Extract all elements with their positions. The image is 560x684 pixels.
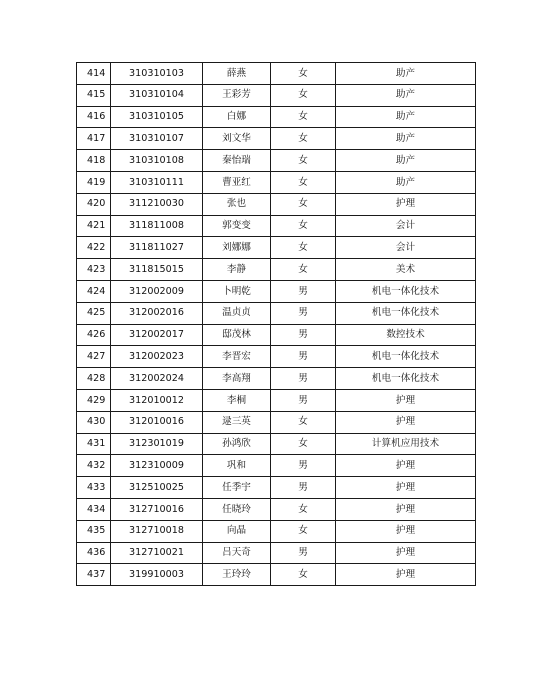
major-cell: 助产 <box>336 84 476 106</box>
major-cell: 护理 <box>336 498 476 520</box>
row-number-cell: 430 <box>77 411 111 433</box>
major-cell: 会计 <box>336 237 476 259</box>
student-id-cell: 319910003 <box>111 564 203 586</box>
student-name-cell: 向晶 <box>203 520 271 542</box>
student-name-cell: 吕天奇 <box>203 542 271 564</box>
table-row <box>77 433 476 455</box>
student-id-cell: 310310111 <box>111 171 203 193</box>
major-cell: 计算机应用技术 <box>336 433 476 455</box>
gender-cell: 男 <box>271 368 336 390</box>
table-row <box>77 63 476 85</box>
table-row <box>77 455 476 477</box>
row-number-cell: 427 <box>77 346 111 368</box>
student-name-cell: 逯三英 <box>203 411 271 433</box>
row-number-cell: 416 <box>77 106 111 128</box>
gender-cell: 女 <box>271 84 336 106</box>
gender-cell: 女 <box>271 411 336 433</box>
major-cell: 美术 <box>336 259 476 281</box>
row-number-cell: 424 <box>77 280 111 302</box>
gender-cell: 女 <box>271 237 336 259</box>
major-cell: 助产 <box>336 128 476 150</box>
gender-cell: 女 <box>271 171 336 193</box>
row-number-cell: 432 <box>77 455 111 477</box>
major-cell: 助产 <box>336 150 476 172</box>
row-number-cell: 431 <box>77 433 111 455</box>
gender-cell: 男 <box>271 302 336 324</box>
student-id-cell: 312710016 <box>111 498 203 520</box>
table-row <box>77 368 476 390</box>
student-roster-table <box>76 62 476 586</box>
row-number-cell: 420 <box>77 193 111 215</box>
row-number-cell: 429 <box>77 389 111 411</box>
table-row <box>77 84 476 106</box>
student-id-cell: 312010016 <box>111 411 203 433</box>
gender-cell: 男 <box>271 389 336 411</box>
student-id-cell: 310310103 <box>111 63 203 85</box>
table-row <box>77 171 476 193</box>
gender-cell: 女 <box>271 215 336 237</box>
student-id-cell: 310310108 <box>111 150 203 172</box>
major-cell: 护理 <box>336 411 476 433</box>
gender-cell: 男 <box>271 455 336 477</box>
major-cell: 助产 <box>336 106 476 128</box>
table-row <box>77 150 476 172</box>
major-cell: 护理 <box>336 389 476 411</box>
row-number-cell: 417 <box>77 128 111 150</box>
gender-cell: 男 <box>271 542 336 564</box>
student-id-cell: 312002009 <box>111 280 203 302</box>
gender-cell: 女 <box>271 63 336 85</box>
gender-cell: 女 <box>271 259 336 281</box>
table-row <box>77 259 476 281</box>
gender-cell: 男 <box>271 346 336 368</box>
student-name-cell: 郭变变 <box>203 215 271 237</box>
student-name-cell: 卜明乾 <box>203 280 271 302</box>
gender-cell: 女 <box>271 128 336 150</box>
major-cell: 机电一体化技术 <box>336 368 476 390</box>
student-name-cell: 邸茂林 <box>203 324 271 346</box>
major-cell: 会计 <box>336 215 476 237</box>
student-id-cell: 312710018 <box>111 520 203 542</box>
table-row <box>77 564 476 586</box>
table-row <box>77 389 476 411</box>
table-row <box>77 128 476 150</box>
row-number-cell: 436 <box>77 542 111 564</box>
student-name-cell: 温贞贞 <box>203 302 271 324</box>
student-id-cell: 310310104 <box>111 84 203 106</box>
table-row <box>77 477 476 499</box>
student-name-cell: 刘娜娜 <box>203 237 271 259</box>
major-cell: 护理 <box>336 193 476 215</box>
gender-cell: 女 <box>271 106 336 128</box>
student-name-cell: 李静 <box>203 259 271 281</box>
row-number-cell: 414 <box>77 63 111 85</box>
major-cell: 助产 <box>336 63 476 85</box>
row-number-cell: 437 <box>77 564 111 586</box>
student-name-cell: 李桐 <box>203 389 271 411</box>
major-cell: 机电一体化技术 <box>336 346 476 368</box>
gender-cell: 男 <box>271 280 336 302</box>
row-number-cell: 421 <box>77 215 111 237</box>
student-id-cell: 312002017 <box>111 324 203 346</box>
row-number-cell: 433 <box>77 477 111 499</box>
gender-cell: 女 <box>271 564 336 586</box>
table-row <box>77 411 476 433</box>
table-row <box>77 215 476 237</box>
student-name-cell: 秦怡瑞 <box>203 150 271 172</box>
student-id-cell: 310310107 <box>111 128 203 150</box>
student-name-cell: 白娜 <box>203 106 271 128</box>
row-number-cell: 415 <box>77 84 111 106</box>
gender-cell: 女 <box>271 520 336 542</box>
student-id-cell: 312710021 <box>111 542 203 564</box>
table-row <box>77 542 476 564</box>
student-id-cell: 312310009 <box>111 455 203 477</box>
row-number-cell: 428 <box>77 368 111 390</box>
student-name-cell: 任晓玲 <box>203 498 271 520</box>
student-id-cell: 311815015 <box>111 259 203 281</box>
student-name-cell: 任季宇 <box>203 477 271 499</box>
table-row <box>77 237 476 259</box>
student-name-cell: 薛燕 <box>203 63 271 85</box>
major-cell: 数控技术 <box>336 324 476 346</box>
table-row <box>77 324 476 346</box>
student-id-cell: 311811008 <box>111 215 203 237</box>
student-name-cell: 王彩芳 <box>203 84 271 106</box>
table-row <box>77 520 476 542</box>
major-cell: 护理 <box>336 455 476 477</box>
student-id-cell: 312002016 <box>111 302 203 324</box>
student-name-cell: 曹亚红 <box>203 171 271 193</box>
major-cell: 助产 <box>336 171 476 193</box>
roster-body <box>77 63 476 586</box>
gender-cell: 女 <box>271 498 336 520</box>
student-id-cell: 312010012 <box>111 389 203 411</box>
student-name-cell: 刘文华 <box>203 128 271 150</box>
gender-cell: 女 <box>271 433 336 455</box>
row-number-cell: 434 <box>77 498 111 520</box>
student-name-cell: 李晋宏 <box>203 346 271 368</box>
table-row <box>77 193 476 215</box>
major-cell: 机电一体化技术 <box>336 280 476 302</box>
student-id-cell: 311210030 <box>111 193 203 215</box>
student-name-cell: 王玲玲 <box>203 564 271 586</box>
major-cell: 护理 <box>336 564 476 586</box>
student-name-cell: 李高翔 <box>203 368 271 390</box>
student-name-cell: 孙鸿欣 <box>203 433 271 455</box>
table-row <box>77 106 476 128</box>
table-row <box>77 280 476 302</box>
student-id-cell: 312002023 <box>111 346 203 368</box>
gender-cell: 女 <box>271 150 336 172</box>
row-number-cell: 423 <box>77 259 111 281</box>
row-number-cell: 425 <box>77 302 111 324</box>
row-number-cell: 418 <box>77 150 111 172</box>
row-number-cell: 435 <box>77 520 111 542</box>
student-id-cell: 312002024 <box>111 368 203 390</box>
student-name-cell: 张也 <box>203 193 271 215</box>
student-id-cell: 312510025 <box>111 477 203 499</box>
student-id-cell: 310310105 <box>111 106 203 128</box>
row-number-cell: 419 <box>77 171 111 193</box>
major-cell: 护理 <box>336 542 476 564</box>
row-number-cell: 426 <box>77 324 111 346</box>
major-cell: 机电一体化技术 <box>336 302 476 324</box>
table-row <box>77 498 476 520</box>
gender-cell: 女 <box>271 193 336 215</box>
major-cell: 护理 <box>336 520 476 542</box>
major-cell: 护理 <box>336 477 476 499</box>
table-row <box>77 346 476 368</box>
student-name-cell: 巩和 <box>203 455 271 477</box>
row-number-cell: 422 <box>77 237 111 259</box>
gender-cell: 男 <box>271 324 336 346</box>
gender-cell: 男 <box>271 477 336 499</box>
student-id-cell: 312301019 <box>111 433 203 455</box>
table-row <box>77 302 476 324</box>
student-id-cell: 311811027 <box>111 237 203 259</box>
